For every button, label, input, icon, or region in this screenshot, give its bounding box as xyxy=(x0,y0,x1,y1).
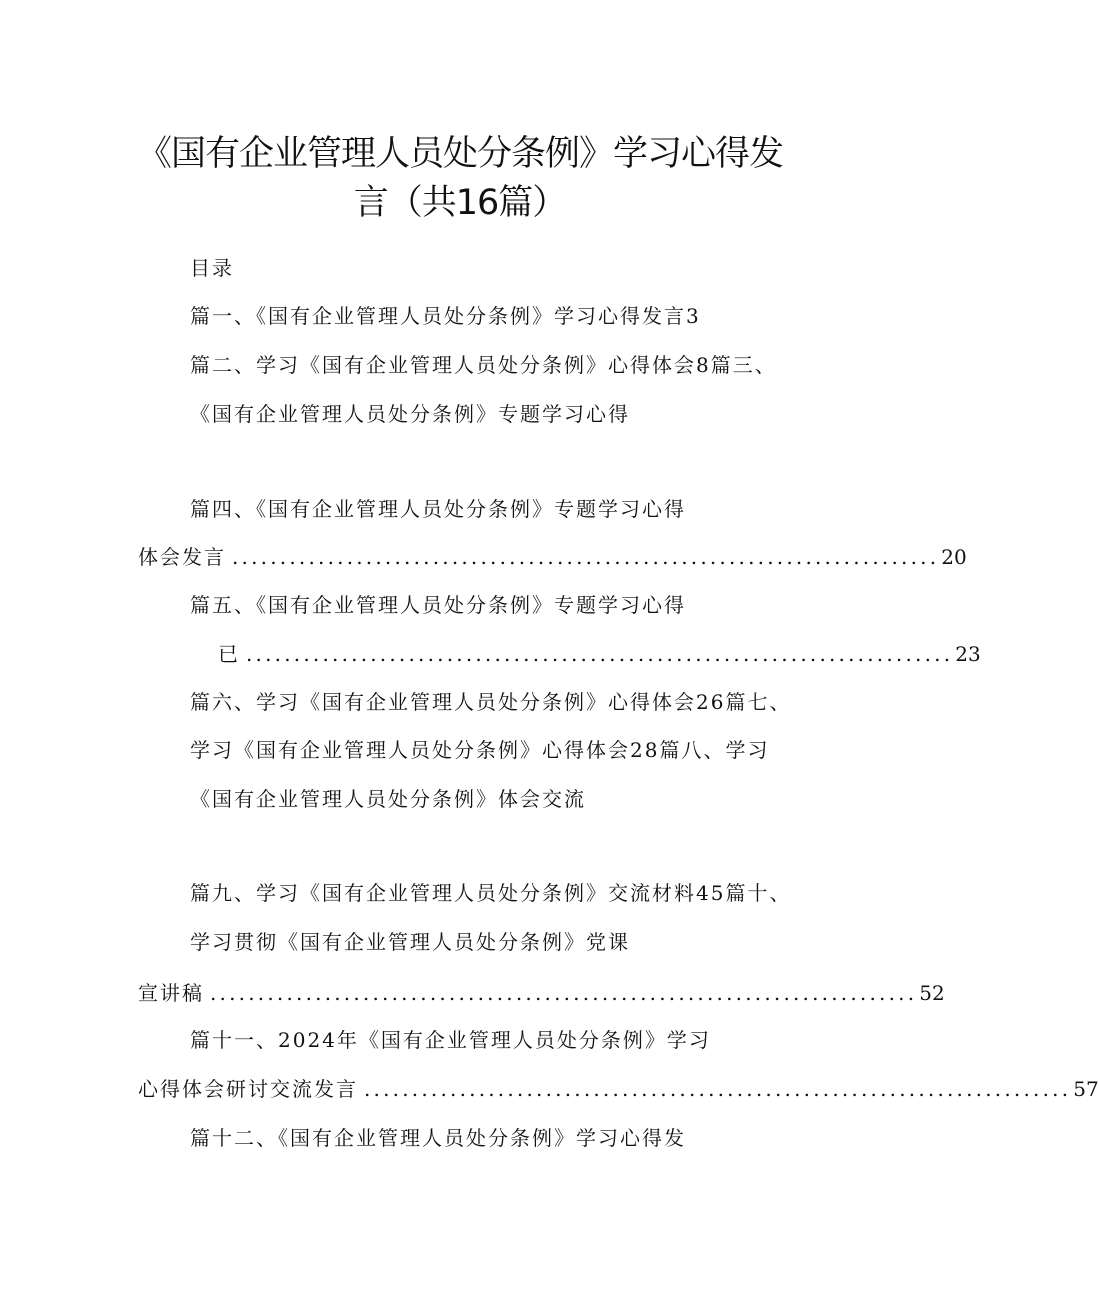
toc-entry: 篇六、学习《国有企业管理人员处分条例》心得体会26篇七、 xyxy=(190,690,792,714)
toc-leader-text: 宣讲稿 xyxy=(138,981,204,1005)
toc-entry: 篇一、《国有企业管理人员处分条例》学习心得发言3 xyxy=(190,304,701,328)
toc-leader-text: 已 xyxy=(218,642,240,666)
toc-leader-text: 体会发言 xyxy=(138,545,226,569)
toc-page-number: 57 xyxy=(1073,1077,1099,1101)
dot-leader: .......................................................................... xyxy=(364,1077,1072,1101)
toc-page-number: 23 xyxy=(955,642,981,666)
toc-leader-line xyxy=(138,1076,1099,1102)
toc-leader-line xyxy=(138,980,945,1006)
toc-entry: 学习贯彻《国有企业管理人员处分条例》党课 xyxy=(190,930,630,954)
toc-entry: 《国有企业管理人员处分条例》体会交流 xyxy=(190,787,586,811)
toc-leader-line xyxy=(218,641,981,667)
toc-entry: 篇十一、2024年《国有企业管理人员处分条例》学习 xyxy=(190,1028,711,1052)
toc-entry: 学习《国有企业管理人员处分条例》心得体会28篇八、学习 xyxy=(190,738,770,762)
toc-entry: 篇五、《国有企业管理人员处分条例》专题学习心得 xyxy=(190,593,686,617)
toc-entry: 《国有企业管理人员处分条例》专题学习心得 xyxy=(190,402,630,426)
toc-entry: 篇二、学习《国有企业管理人员处分条例》心得体会8篇三、 xyxy=(190,353,777,377)
toc-entry: 篇十二、《国有企业管理人员处分条例》学习心得发 xyxy=(190,1126,686,1150)
dot-leader: .......................................................................... xyxy=(210,981,918,1005)
toc-leader-text: 心得体会研讨交流发言 xyxy=(138,1077,358,1101)
toc-heading: 目录 xyxy=(190,256,234,280)
toc-page-number: 52 xyxy=(919,981,945,1005)
toc-leader-line xyxy=(138,544,967,570)
dot-leader: .......................................................................... xyxy=(246,642,954,666)
document-title-line-1: 《国有企业管理人员处分条例》学习心得发 xyxy=(136,134,783,174)
toc-entry: 篇四、《国有企业管理人员处分条例》专题学习心得 xyxy=(190,497,686,521)
dot-leader: .......................................................................... xyxy=(232,545,940,569)
document-title-line-2: 言（共16篇） xyxy=(353,183,567,223)
toc-entry: 篇九、学习《国有企业管理人员处分条例》交流材料45篇十、 xyxy=(190,881,792,905)
toc-page-number: 20 xyxy=(941,545,967,569)
